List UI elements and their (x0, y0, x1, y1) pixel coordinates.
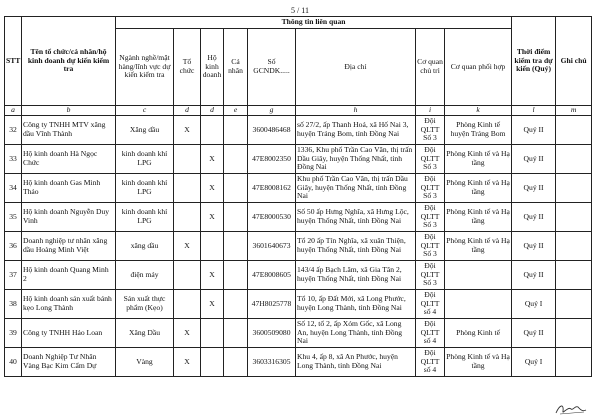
table-row (5, 232, 592, 261)
cell-coop-agency: Phòng Kinh tế và Hạ tầng (445, 174, 512, 203)
cell-address: Khu phố Trần Cao Văn, thị trấn Dầu Giây, huyện Thống Nhất, tỉnh Đồng Nai (296, 174, 416, 203)
cell-coop-agency: Phòng Kinh tế và Hạ tầng (445, 348, 512, 377)
column-letter: e (224, 106, 248, 116)
cell-lead-agency: Đội QLTT Số 3 (416, 232, 445, 261)
cell-stt: 36 (5, 232, 22, 261)
cell-org: X (174, 116, 201, 145)
cell-name: Công ty TNHH MTV xăng dầu Vĩnh Thành (22, 116, 116, 145)
cell-gcn: 47E8008162 (248, 174, 296, 203)
cell-coop-agency: Phòng Kinh tế và Hạ tầng (445, 145, 512, 174)
page-number: 5 / 11 (291, 6, 309, 15)
cell-field: Xăng dầu (116, 116, 174, 145)
cell-field: kinh doanh khí LPG (116, 174, 174, 203)
inspection-plan-table (4, 16, 592, 377)
table-row (5, 203, 592, 232)
cell-gcn: 47E8008605 (248, 261, 296, 290)
cell-individual (224, 319, 248, 348)
cell-household (201, 116, 224, 145)
cell-name: Doanh Nghiệp Tư Nhân Vàng Bạc Kim Cẩm Dự (22, 348, 116, 377)
cell-gcn: 47H8025778 (248, 290, 296, 319)
cell-individual (224, 290, 248, 319)
cell-field: Sản xuất thực phẩm (Kẹo) (116, 290, 174, 319)
cell-stt: 40 (5, 348, 22, 377)
cell-note (556, 319, 592, 348)
table-row (5, 290, 592, 319)
header-coop-agency: Cơ quan phối hợp (445, 29, 512, 106)
column-letter: c (116, 106, 174, 116)
table-row (5, 174, 592, 203)
cell-note (556, 145, 592, 174)
cell-note (556, 290, 592, 319)
cell-household (201, 348, 224, 377)
table-row (5, 116, 592, 145)
cell-address: 1336, Khu phố Trần Cao Văn, thị trấn Dầu Giây, huyện Thống Nhất, tỉnh Đồng Nai (296, 145, 416, 174)
cell-gcn: 3600486468 (248, 116, 296, 145)
cell-household (201, 319, 224, 348)
cell-field: kinh doanh khí LPG (116, 145, 174, 174)
column-letter: h (296, 106, 416, 116)
cell-stt: 39 (5, 319, 22, 348)
cell-time: Quý II (512, 203, 556, 232)
cell-household: X (201, 174, 224, 203)
cell-individual (224, 174, 248, 203)
cell-lead-agency: Đội QLTT Số 3 (416, 261, 445, 290)
cell-household: X (201, 145, 224, 174)
cell-note (556, 203, 592, 232)
header-household: Hộ kinh doanh (201, 29, 224, 106)
cell-field: điện máy (116, 261, 174, 290)
cell-address: Số 12, tổ 2, ấp Xóm Gốc, xã Long An, huyện Long Thành, tỉnh Đồng Nai (296, 319, 416, 348)
table-row (5, 319, 592, 348)
header-org: Tổ chức (174, 29, 201, 106)
cell-address: Tổ 20 ấp Tín Nghĩa, xã xuân Thiện, huyện Thống Nhất, tỉnh Đồng Nai (296, 232, 416, 261)
cell-stt: 35 (5, 203, 22, 232)
cell-org (174, 174, 201, 203)
column-letter: g (248, 106, 296, 116)
header-lead-agency: Cơ quan chủ trì (416, 29, 445, 106)
cell-org (174, 145, 201, 174)
cell-gcn: 3603316305 (248, 348, 296, 377)
column-letter: b (22, 106, 116, 116)
cell-stt: 34 (5, 174, 22, 203)
header-time: Thời điểm kiểm tra dự kiến (Quý) (512, 17, 556, 106)
cell-coop-agency: Phòng Kinh tế huyện Trảng Bom (445, 116, 512, 145)
cell-stt: 33 (5, 145, 22, 174)
header-info-group: Thông tin liên quan (116, 17, 512, 29)
cell-gcn: 47E8002350 (248, 145, 296, 174)
cell-lead-agency: Đội QLTT số 4 (416, 348, 445, 377)
cell-individual (224, 232, 248, 261)
cell-note (556, 348, 592, 377)
cell-coop-agency (445, 261, 512, 290)
cell-individual (224, 261, 248, 290)
cell-gcn: 47E8000530 (248, 203, 296, 232)
header-name: Tên tổ chức/cá nhân/hộ kinh doanh dự kiến kiểm tra (22, 17, 116, 106)
cell-coop-agency: Phòng Kinh tế (445, 319, 512, 348)
cell-household: X (201, 203, 224, 232)
table-row (5, 261, 592, 290)
cell-address: số 27/2, ấp Thanh Hoá, xã Hố Nai 3, huyện Trảng Bom, tỉnh Đồng Nai (296, 116, 416, 145)
cell-stt: 37 (5, 261, 22, 290)
cell-time: Quý II (512, 174, 556, 203)
cell-note (556, 116, 592, 145)
cell-org: X (174, 232, 201, 261)
cell-household (201, 232, 224, 261)
cell-name: Hộ kinh doanh sản xuất bánh kẹo Long Thành (22, 290, 116, 319)
column-letter: i (416, 106, 445, 116)
cell-lead-agency: Đội QLTT số 4 (416, 290, 445, 319)
column-letter-row (5, 106, 592, 116)
cell-individual (224, 145, 248, 174)
column-letter: d (174, 106, 201, 116)
header-individual: Cá nhân (224, 29, 248, 106)
cell-coop-agency (445, 290, 512, 319)
cell-coop-agency: Phòng Kinh tế và Hạ tầng (445, 203, 512, 232)
column-letter: a (5, 106, 22, 116)
cell-note (556, 232, 592, 261)
cell-time: Quý II (512, 145, 556, 174)
cell-field: Xăng Dầu (116, 319, 174, 348)
header-gcn: Số GCNDK..... (248, 29, 296, 106)
cell-note (556, 261, 592, 290)
cell-time: Quý II (512, 116, 556, 145)
cell-coop-agency: Phòng Kinh tế và Hạ tầng (445, 232, 512, 261)
signature-mark (554, 400, 588, 416)
cell-individual (224, 116, 248, 145)
cell-name: Hộ kinh doanh Hà Ngọc Chức (22, 145, 116, 174)
cell-gcn: 3601640673 (248, 232, 296, 261)
cell-lead-agency: Đội QLTT Số 3 (416, 116, 445, 145)
column-letter: d (201, 106, 224, 116)
cell-lead-agency: Đội QLTT Số 3 (416, 145, 445, 174)
cell-field: Vàng (116, 348, 174, 377)
column-letter: l (512, 106, 556, 116)
cell-field: kinh doanh khí LPG (116, 203, 174, 232)
cell-name: Công ty TNHH Hảo Loan (22, 319, 116, 348)
cell-individual (224, 348, 248, 377)
column-letter: k (445, 106, 512, 116)
cell-lead-agency: Đội QLTT số 4 (416, 319, 445, 348)
column-letter: m (556, 106, 592, 116)
cell-address: Khu 4, ấp 8, xã An Phước, huyện Long Thành, tỉnh Đồng Nai (296, 348, 416, 377)
header-address: Địa chỉ (296, 29, 416, 106)
cell-org (174, 261, 201, 290)
cell-note (556, 174, 592, 203)
cell-gcn: 3600509080 (248, 319, 296, 348)
cell-org: X (174, 348, 201, 377)
cell-name: Hộ kinh doanh Quang Minh 2 (22, 261, 116, 290)
cell-org (174, 203, 201, 232)
table-row (5, 348, 592, 377)
cell-time: Quý I (512, 290, 556, 319)
cell-name: Hộ kinh doanh Gas Minh Thảo (22, 174, 116, 203)
cell-address: 143/4 ấp Bạch Lâm, xã Gia Tân 2, huyện Thống Nhất, tỉnh Đồng Nai (296, 261, 416, 290)
cell-time: Quý II (512, 261, 556, 290)
cell-name: Hộ kinh doanh Nguyễn Duy Vinh (22, 203, 116, 232)
cell-time: Quý II (512, 232, 556, 261)
cell-lead-agency: Đội QLTT Số 3 (416, 174, 445, 203)
cell-org: X (174, 319, 201, 348)
cell-field: xăng dầu (116, 232, 174, 261)
cell-org (174, 290, 201, 319)
cell-household: X (201, 261, 224, 290)
cell-household: X (201, 290, 224, 319)
cell-address: Tổ 10, ấp Đất Mới, xã Long Phước, huyện Long Thành, tỉnh Đồng Nai (296, 290, 416, 319)
header-field: Ngành nghề/mặt hàng/lĩnh vực dự kiến kiểm tra (116, 29, 174, 106)
cell-lead-agency: Đội QLTT Số 3 (416, 203, 445, 232)
cell-address: Số 50 ấp Hưng Nghĩa, xã Hưng Lộc, huyện Thống Nhất, tỉnh Đồng Nai (296, 203, 416, 232)
header-stt: STT (5, 17, 22, 106)
cell-stt: 38 (5, 290, 22, 319)
cell-name: Doanh nghiệp tư nhân xăng dầu Hoàng Minh Việt (22, 232, 116, 261)
cell-time: Quý II (512, 319, 556, 348)
table-row (5, 145, 592, 174)
cell-time: Quý I (512, 348, 556, 377)
cell-individual (224, 203, 248, 232)
header-note: Ghi chú (556, 17, 592, 106)
cell-stt: 32 (5, 116, 22, 145)
